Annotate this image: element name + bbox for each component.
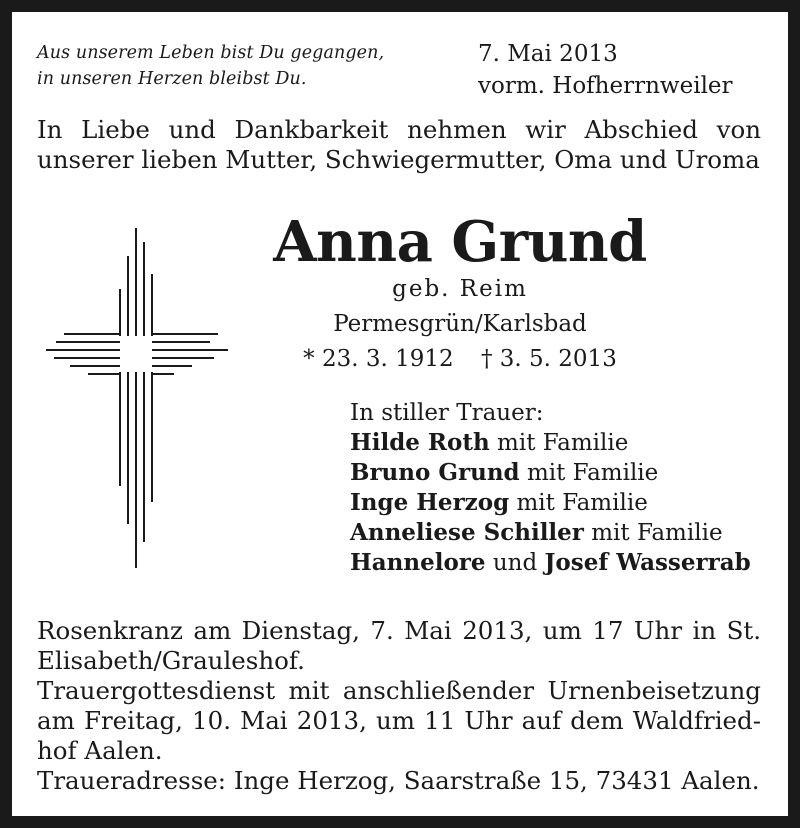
mourner-name: Hannelore <box>350 549 486 576</box>
motto <box>37 40 384 92</box>
mourner-name: Bruno Grund <box>350 459 520 486</box>
intro-text: In Liebe und Dankbarkeit nehmen wir Abschied von unserer lieben Mutter, Schwiegermutter, Oma und Uroma <box>37 115 761 174</box>
notice-date: 7. Mai 2013 <box>478 41 618 67</box>
deceased-name: Anna Grund <box>273 209 647 275</box>
mourner-name: Josef Wasserrab <box>544 549 751 576</box>
mourner-suffix: mit Familie <box>509 490 648 516</box>
death-date: † 3. 5. 2013 <box>480 346 617 372</box>
mourner-suffix: mit Familie <box>519 460 659 486</box>
motto-line-1: Aus unserem Leben bist Du gegangen, <box>37 43 385 63</box>
mourner-suffix: mit Familie <box>489 430 629 456</box>
mourners-list <box>350 398 751 578</box>
cross-icon <box>42 224 232 574</box>
footer-info <box>37 616 761 796</box>
mourner-suffix: mit Familie <box>583 520 723 546</box>
service-info: Trauergottesdienst mit anschließender Urnenbeisetzung am Freitag, 10. Mai 2013, um 11 Uhr auf dem Waldfried-hof Aalen. <box>37 676 761 765</box>
origin-place: Permesgrün/Karlsbad <box>333 311 587 337</box>
maiden-name: geb. Reim <box>392 276 528 302</box>
mourners-heading: In stiller Trauer: <box>350 400 544 426</box>
rosary-info: Rosenkranz am Dienstag, 7. Mai 2013, um 17 Uhr in St. Elisabeth/Grauleshof. <box>37 616 761 675</box>
life-dates <box>220 344 700 374</box>
mourner-name: Anneliese Schiller <box>350 519 584 546</box>
list-item <box>350 428 751 458</box>
mourner-name: Inge Herzog <box>350 489 510 516</box>
mourner-name: Hilde Roth <box>350 429 490 456</box>
former-residence: vorm. Hofherrnweiler <box>478 73 733 99</box>
list-item <box>350 548 751 578</box>
header-block <box>478 38 733 102</box>
address-info: Traueradresse: Inge Herzog, Saarstraße 15, 73431 Aalen. <box>37 766 760 795</box>
list-item <box>350 518 751 548</box>
motto-line-2: in unseren Herzen bleibst Du. <box>37 69 307 89</box>
list-item <box>350 488 751 518</box>
list-item <box>350 458 751 488</box>
birth-date: * 23. 3. 1912 <box>303 346 454 372</box>
mourner-joiner: und <box>485 550 545 576</box>
